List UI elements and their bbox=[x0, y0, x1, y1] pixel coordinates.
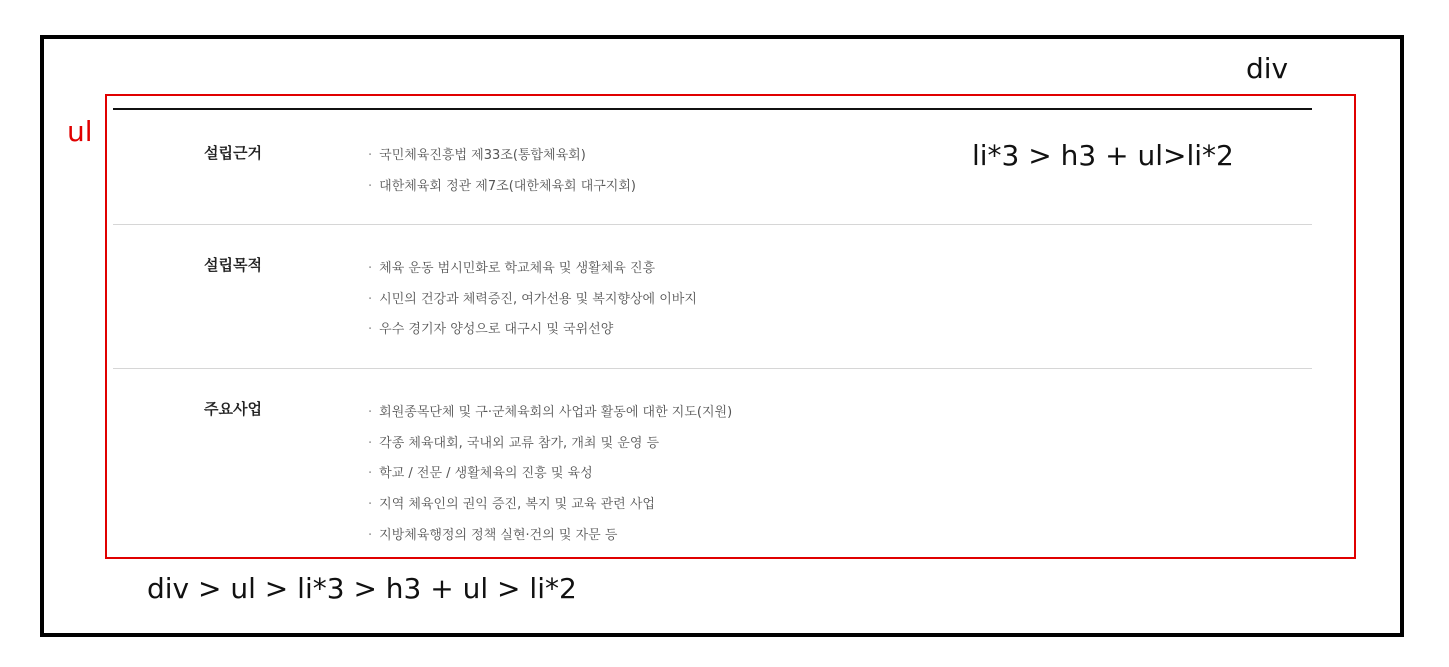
bullet-icon: · bbox=[368, 261, 373, 276]
list-item: · 대한체육회 정관 제7조(대한체육회 대구지회) bbox=[368, 179, 636, 194]
list-item: · 지방체육행정의 정책 실현·건의 및 자문 등 bbox=[368, 528, 618, 543]
bullet-icon: · bbox=[368, 179, 373, 194]
bullet-icon: · bbox=[368, 405, 373, 420]
list-item: · 회원종목단체 및 구·군체육회의 사업과 활동에 대한 지도(지원) bbox=[368, 405, 733, 420]
list-item: · 각종 체육대회, 국내외 교류 참가, 개최 및 운영 등 bbox=[368, 436, 660, 451]
list-item: · 시민의 건강과 체력증진, 여가선용 및 복지향상에 이바지 bbox=[368, 292, 697, 307]
list-item: · 지역 체육인의 권익 증진, 복지 및 교육 관련 사업 bbox=[368, 497, 655, 512]
bullet-icon: · bbox=[368, 322, 373, 337]
bullet-icon: · bbox=[368, 528, 373, 543]
section-title-main-projects: 주요사업 bbox=[204, 400, 262, 418]
list-item: · 학교 / 전문 / 생활체육의 진흥 및 육성 bbox=[368, 466, 593, 481]
list-item: · 우수 경기자 양성으로 대구시 및 국위선양 bbox=[368, 322, 614, 337]
bullet-icon: · bbox=[368, 292, 373, 307]
div-label: div bbox=[1246, 52, 1289, 85]
annotation-full-structure: div > ul > li*3 > h3 + ul > li*2 bbox=[147, 572, 577, 605]
bullet-icon: · bbox=[368, 436, 373, 451]
bullet-icon: · bbox=[368, 497, 373, 512]
section-title-founding-basis: 설립근거 bbox=[204, 144, 262, 162]
bullet-icon: · bbox=[368, 148, 373, 163]
annotation-item-structure: li*3 > h3 + ul>li*2 bbox=[972, 139, 1234, 172]
section-divider bbox=[113, 368, 1312, 369]
list-item: · 체육 운동 범시민화로 학교체육 및 생활체육 진흥 bbox=[368, 261, 656, 276]
section-divider bbox=[113, 224, 1312, 225]
ul-label: ul bbox=[67, 115, 93, 148]
bullet-icon: · bbox=[368, 466, 373, 481]
top-border-line bbox=[113, 108, 1312, 110]
list-item: · 국민체육진흥법 제33조(통합체육회) bbox=[368, 148, 586, 163]
section-title-founding-purpose: 설립목적 bbox=[204, 256, 262, 274]
